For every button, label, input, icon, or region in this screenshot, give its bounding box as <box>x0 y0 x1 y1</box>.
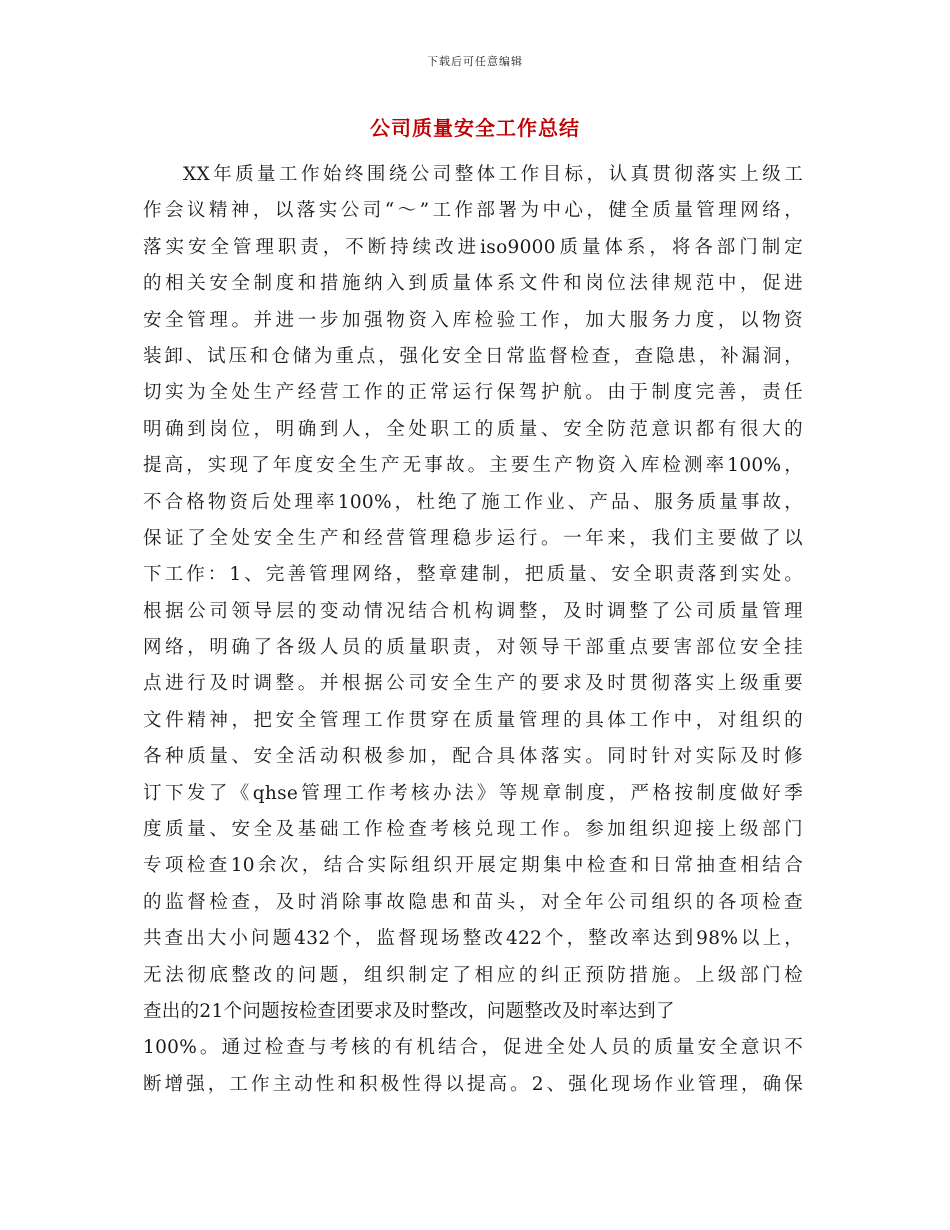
text-line: 各种质量、安全活动积极参加，配合具体落实。同时针对实际及时修 <box>143 746 803 768</box>
text-line: 订下发了《qhse管理工作考核办法》等规章制度，严格按制度做好季 <box>143 782 803 804</box>
header-note: 下载后可任意编辑 <box>427 55 523 68</box>
text-line: 网络，明确了各级人员的质量职责，对领导干部重点要害部位安全挂 <box>143 637 803 659</box>
text-line: 无法彻底整改的问题，组织制定了相应的纠正预防措施。上级部门检 <box>143 964 803 986</box>
text-line: 点进行及时调整。并根据公司安全生产的要求及时贯彻落实上级重要 <box>143 673 803 695</box>
text-line: XX年质量工作始终围绕公司整体工作目标，认真贯彻落实上级工 <box>183 164 803 185</box>
text-line: 安全管理。并进一步加强物资入库检验工作，加大服务力度，以物资 <box>143 309 803 331</box>
text-line: 明确到岗位，明确到人，全处职工的质量、安全防范意识都有很大的 <box>143 418 803 440</box>
text-line: 装卸、试压和仓储为重点，强化安全日常监督检查，查隐患，补漏洞， <box>143 345 803 367</box>
text-line: 的相关安全制度和措施纳入到质量体系文件和岗位法律规范中，促进 <box>143 273 803 295</box>
text-line: 保证了全处安全生产和经营管理稳步运行。一年来，我们主要做了以 <box>143 527 803 549</box>
text-line: 专项检查10余次，结合实际组织开展定期集中检查和日常抽查相结合 <box>143 855 803 877</box>
document-title: 公司质量安全工作总结 <box>370 116 580 140</box>
text-line: 共查出大小问题432个，监督现场整改422个，整改率达到98%以上， <box>143 928 803 950</box>
text-line: 查出的21个问题按检查团要求及时整改，问题整改及时率达到了 <box>143 1000 675 1022</box>
text-line: 落实安全管理职责，不断持续改进iso9000质量体系，将各部门制定 <box>143 236 803 258</box>
text-line: 根据公司领导层的变动情况结合机构调整，及时调整了公司质量管理 <box>143 600 803 622</box>
text-line: 断增强，工作主动性和积极性得以提高。2、强化现场作业管理，确保 <box>143 1073 803 1095</box>
text-line: 切实为全处生产经营工作的正常运行保驾护航。由于制度完善，责任 <box>143 382 803 404</box>
text-line: 100%。通过检查与考核的有机结合，促进全处人员的质量安全意识不 <box>143 1037 803 1059</box>
text-line: 的监督检查，及时消除事故隐患和苗头，对全年公司组织的各项检查 <box>143 891 803 913</box>
text-line: 度质量、安全及基础工作检查考核兑现工作。参加组织迎接上级部门 <box>143 819 803 841</box>
text-line: 文件精神，把安全管理工作贯穿在质量管理的具体工作中，对组织的 <box>143 709 803 731</box>
text-line: 下工作：1、完善管理网络，整章建制，把质量、安全职责落到实处。 <box>143 564 803 586</box>
text-line: 不合格物资后处理率100%，杜绝了施工作业、产品、服务质量事故， <box>143 491 803 513</box>
body-paragraph <box>143 157 803 1103</box>
text-line: 提高，实现了年度安全生产无事故。主要生产物资入库检测率100%， <box>143 455 803 477</box>
text-line: 作会议精神，以落实公司“～”工作部署为中心，健全质量管理网络， <box>143 200 803 222</box>
